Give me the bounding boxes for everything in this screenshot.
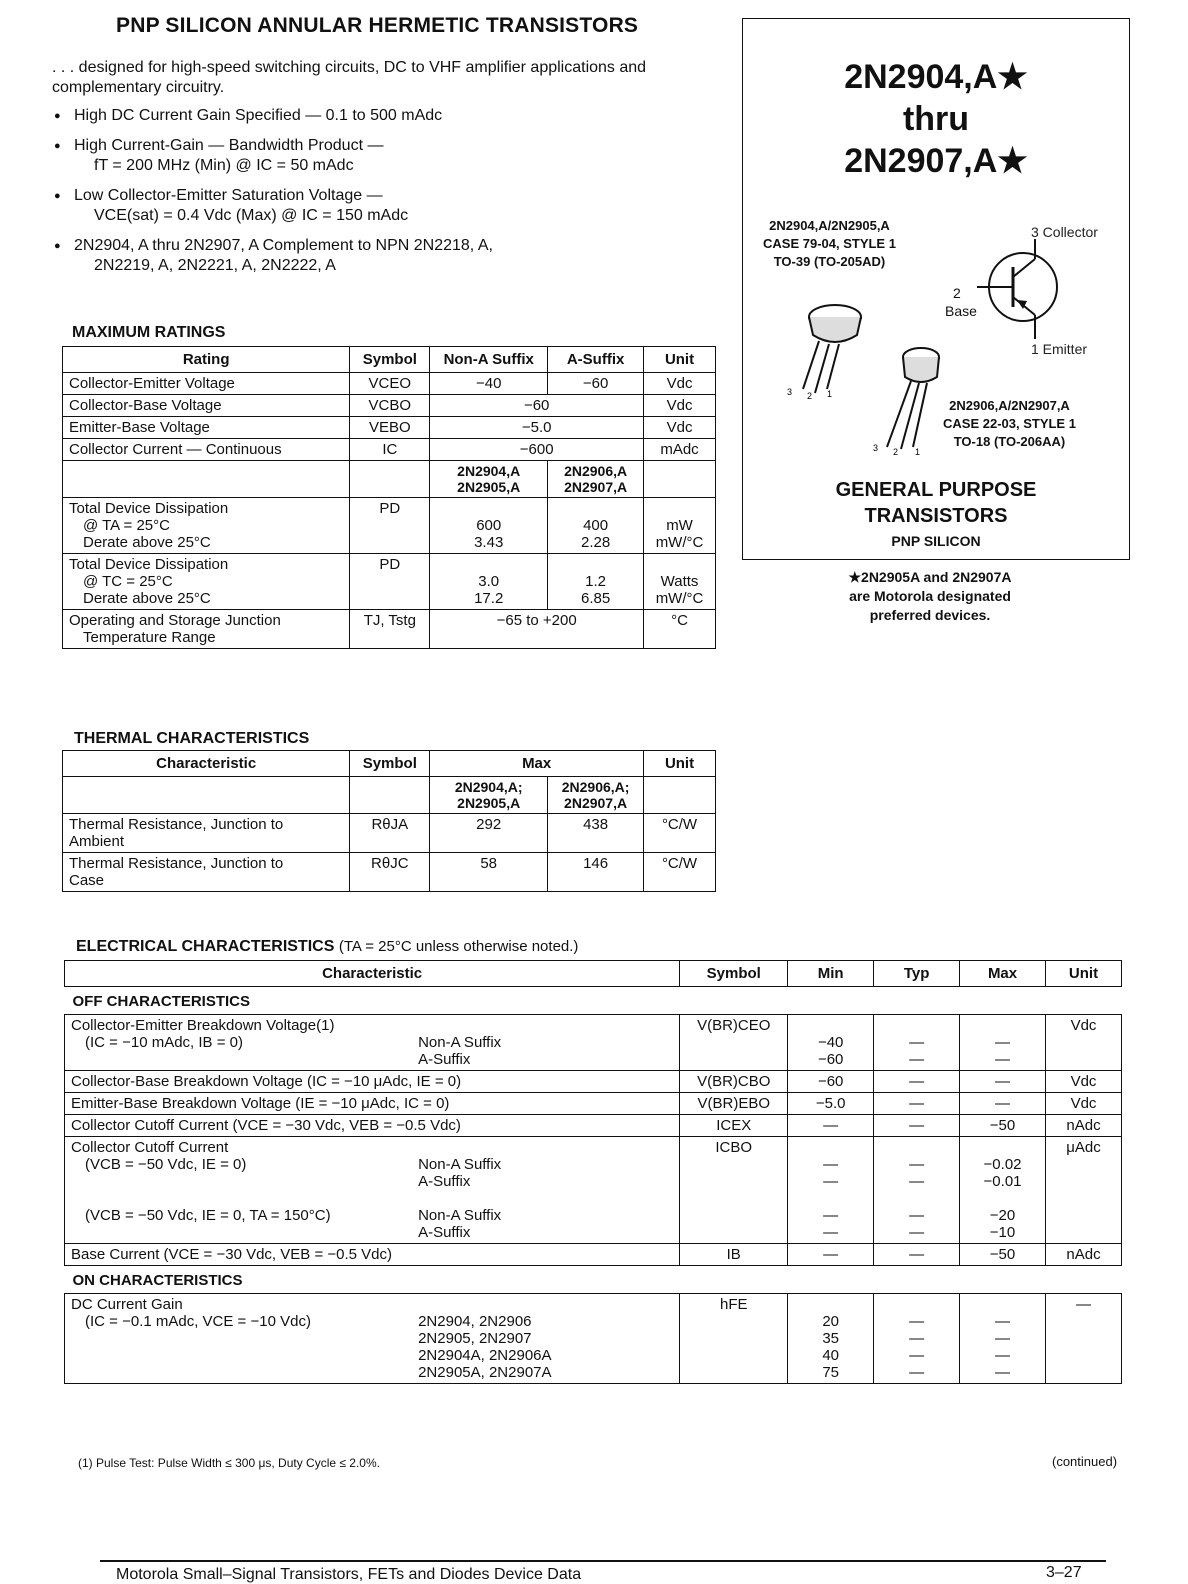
electrical-heading-title: ELECTRICAL CHARACTERISTICS — [76, 938, 335, 955]
characteristic-name: Collector-Base Breakdown Voltage (IC = −10 μAdc, IE = 0) — [65, 1071, 680, 1093]
symbol-cell: IB — [680, 1244, 788, 1266]
test-condition: (IC = −10 mAdc, IB = 0) — [85, 1034, 243, 1051]
unit-cell: °C/W — [644, 853, 716, 892]
max-cell — [960, 1137, 1046, 1244]
electrical-heading-condition: (TA = 25°C unless otherwise noted.) — [338, 938, 579, 955]
value: 3.0 — [478, 573, 500, 590]
symbol-cell: VEBO — [350, 417, 430, 439]
value: — — [823, 1173, 839, 1190]
value-cell: −600 — [430, 439, 644, 461]
device-label: 2N2904, 2N2906 — [418, 1313, 532, 1330]
suffix-cell — [412, 1015, 680, 1071]
suffix-label: A-Suffix — [418, 1051, 471, 1068]
empty-cell — [350, 777, 430, 814]
case-line: TO-18 (TO-206AA) — [953, 434, 1066, 449]
unit-cell: Vdc — [1046, 1015, 1122, 1071]
characteristic-name — [63, 853, 350, 892]
unit: Watts — [660, 573, 699, 590]
rating-line: Derate above 25°C — [83, 590, 211, 607]
column-header: A-Suffix — [548, 347, 644, 373]
off-characteristics-heading: OFF CHARACTERISTICS — [65, 987, 1122, 1015]
thermal-heading: THERMAL CHARACTERISTICS — [74, 730, 310, 747]
table-row — [65, 1093, 1122, 1115]
value-cell — [430, 554, 548, 610]
value-cell: −40 — [430, 373, 548, 395]
case-line: CASE 22-03, STYLE 1 — [943, 416, 1076, 431]
max-ratings-table — [62, 346, 716, 649]
test-condition: (VCB = −50 Vdc, IE = 0) — [85, 1156, 247, 1173]
empty-cell — [350, 461, 430, 498]
value: 40 — [822, 1347, 840, 1364]
unit-cell: Vdc — [644, 373, 716, 395]
to39-package-icon — [783, 289, 873, 399]
value: 600 — [476, 517, 502, 534]
part-number-end: 2N2907,A★ — [844, 142, 1028, 180]
value-cell: 292 — [430, 814, 548, 853]
page-title: PNP SILICON ANNULAR HERMETIC TRANSISTORS — [116, 14, 639, 37]
value-cell: 146 — [548, 853, 644, 892]
unit-cell: Vdc — [1046, 1093, 1122, 1115]
suffix-label: Non-A Suffix — [418, 1034, 502, 1051]
value-cell — [548, 498, 644, 554]
value: −0.02 — [983, 1156, 1022, 1173]
symbol-cell: RθJC — [350, 853, 430, 892]
feature-subtext: VCE(sat) = 0.4 Vdc (Max) @ IC = 150 mAdc — [94, 207, 409, 224]
feature-subtext: 2N2219, A, 2N2221, A, 2N2222, A — [94, 257, 336, 274]
characteristic-name — [65, 1015, 413, 1071]
feature-text: 2N2904, A thru 2N2907, A Complement to NPN 2N2218, A, — [74, 237, 493, 254]
symbol-cell: TJ, Tstg — [350, 610, 430, 649]
case-line: 2N2904,A/2N2905,A — [769, 218, 890, 233]
value: 75 — [822, 1364, 840, 1381]
part-number-start: 2N2904,A★ — [844, 58, 1028, 96]
value: 2.28 — [580, 534, 611, 551]
characteristic-line: Thermal Resistance, Junction to — [69, 855, 284, 872]
device-label: 2N2906,A — [564, 463, 628, 479]
unit: mW/°C — [655, 534, 704, 551]
value: 6.85 — [580, 590, 611, 607]
value: — — [995, 1034, 1011, 1051]
value: — — [995, 1330, 1011, 1347]
device-group-header — [548, 461, 644, 498]
device-label: 2N2905,A — [457, 795, 521, 811]
case-line: 2N2906,A/2N2907,A — [949, 398, 1070, 413]
device-label: 2N2905,A — [457, 479, 521, 495]
table-row — [63, 417, 716, 439]
symbol-cell: hFE — [680, 1294, 788, 1384]
symbol-cell: IC — [350, 439, 430, 461]
typ-cell — [874, 1294, 960, 1384]
rating-line: Derate above 25°C — [83, 534, 211, 551]
characteristic-line: DC Current Gain — [71, 1296, 183, 1313]
value: 17.2 — [474, 590, 504, 607]
table-row — [63, 610, 716, 649]
svg-text:2: 2 — [807, 391, 813, 399]
value: — — [909, 1224, 925, 1241]
value-cell: −60 — [430, 395, 644, 417]
symbol-cell: V(BR)EBO — [680, 1093, 788, 1115]
svg-text:3: 3 — [873, 443, 879, 453]
footer-text: Motorola Small–Signal Transistors, FETs and Diodes Device Data — [116, 1566, 582, 1583]
rating-line: Total Device Dissipation — [69, 556, 229, 573]
min-cell: −5.0 — [788, 1093, 874, 1115]
symbol-cell: ICBO — [680, 1137, 788, 1244]
note-line: are Motorola designated — [849, 588, 1011, 604]
value-cell — [430, 498, 548, 554]
rating-name: Collector Current — Continuous — [63, 439, 350, 461]
value: — — [909, 1051, 925, 1068]
suffix-label: Non-A Suffix — [418, 1207, 502, 1224]
device-label: 2N2905, 2N2907 — [418, 1330, 532, 1347]
characteristic-name — [63, 814, 350, 853]
unit-cell: — — [1046, 1294, 1122, 1384]
svg-text:1: 1 — [827, 389, 833, 399]
symbol-cell: V(BR)CBO — [680, 1071, 788, 1093]
table-row — [65, 1244, 1122, 1266]
test-condition: (VCB = −50 Vdc, IE = 0, TA = 150°C) — [85, 1207, 331, 1224]
column-header: Characteristic — [63, 751, 350, 777]
electrical-heading — [76, 938, 578, 956]
value: — — [823, 1207, 839, 1224]
unit-cell: °C — [644, 610, 716, 649]
device-group-header — [548, 777, 644, 814]
value: — — [909, 1313, 925, 1330]
unit-cell — [644, 554, 716, 610]
column-header: Max — [960, 961, 1046, 987]
value-cell: −60 — [548, 373, 644, 395]
empty-cell — [63, 777, 350, 814]
device-label: 2N2906,A; — [561, 779, 630, 795]
symbol-cell: RθJA — [350, 814, 430, 853]
value: — — [909, 1330, 925, 1347]
suffix-label: A-Suffix — [418, 1224, 471, 1241]
feature-item — [52, 136, 712, 176]
feature-item — [52, 186, 712, 226]
rating-line: Total Device Dissipation — [69, 500, 229, 517]
table-row — [65, 1015, 1122, 1071]
note-line: preferred devices. — [869, 607, 991, 623]
characteristic-line: Ambient — [69, 833, 125, 850]
value-cell: 438 — [548, 814, 644, 853]
table-header-row — [65, 961, 1122, 987]
table-row — [63, 853, 716, 892]
continued-label: (continued) — [1052, 1454, 1118, 1469]
unit-cell: nAdc — [1046, 1244, 1122, 1266]
column-header: Characteristic — [65, 961, 680, 987]
column-header: Typ — [874, 961, 960, 987]
value: 20 — [822, 1313, 840, 1330]
rating-line: Operating and Storage Junction — [69, 612, 281, 629]
column-header: Unit — [644, 751, 716, 777]
value: 1.2 — [585, 573, 607, 590]
characteristic-line: Case — [69, 872, 105, 889]
symbol-cell: PD — [350, 554, 430, 610]
part-number-box — [742, 18, 1130, 560]
part-number-thru: thru — [902, 100, 970, 138]
characteristic-name: Base Current (VCE = −30 Vdc, VEB = −0.5 Vdc) — [65, 1244, 680, 1266]
pin-collector-label: 3 Collector — [1031, 224, 1098, 240]
case-info-to39 — [763, 217, 896, 271]
unit: mW/°C — [655, 590, 704, 607]
typ-cell: — — [874, 1115, 960, 1137]
symbol-cell: V(BR)CEO — [680, 1015, 788, 1071]
table-row — [65, 1071, 1122, 1093]
suffix-cell — [412, 1137, 680, 1244]
device-label: 2N2905A, 2N2907A — [418, 1364, 552, 1381]
pin-base-number: 2 — [953, 285, 961, 301]
value: −10 — [989, 1224, 1016, 1241]
rating-name — [63, 498, 350, 554]
pin-emitter-label: 1 Emitter — [1031, 341, 1088, 357]
typ-cell — [874, 1015, 960, 1071]
intro-text: . . . designed for high-speed switching circuits, DC to VHF amplifier applications and complementary circuitry. — [52, 59, 647, 96]
svg-text:2: 2 — [893, 447, 899, 457]
feature-text: Low Collector-Emitter Saturation Voltage — — [74, 187, 383, 204]
symbol-cell: VCBO — [350, 395, 430, 417]
value: — — [909, 1364, 925, 1381]
value: — — [823, 1224, 839, 1241]
characteristic-name: Collector Cutoff Current (VCE = −30 Vdc, VEB = −0.5 Vdc) — [65, 1115, 680, 1137]
value: — — [909, 1156, 925, 1173]
device-label: 2N2904,A; — [454, 779, 523, 795]
column-header: Min — [788, 961, 874, 987]
typ-cell: — — [874, 1244, 960, 1266]
table-subheader-row — [63, 777, 716, 814]
feature-item — [52, 106, 712, 126]
unit-cell: Vdc — [644, 395, 716, 417]
column-header: Max — [430, 751, 644, 777]
feature-subtext: fT = 200 MHz (Min) @ IC = 50 mAdc — [94, 157, 354, 174]
value: −60 — [817, 1051, 844, 1068]
value: 35 — [822, 1330, 840, 1347]
unit-cell: mAdc — [644, 439, 716, 461]
characteristic-line: Collector-Emitter Breakdown Voltage(1) — [71, 1017, 335, 1034]
column-header: Non-A Suffix — [430, 347, 548, 373]
table-row — [65, 1115, 1122, 1137]
column-header: Rating — [63, 347, 350, 373]
rating-line: @ TA = 25°C — [83, 517, 170, 534]
value: — — [909, 1034, 925, 1051]
max-cell — [960, 1015, 1046, 1071]
section-row — [65, 1266, 1122, 1294]
min-cell — [788, 1294, 874, 1384]
value: — — [995, 1051, 1011, 1068]
rating-line: Temperature Range — [83, 629, 216, 646]
value: — — [995, 1313, 1011, 1330]
note-line: ★2N2905A and 2N2907A — [848, 569, 1012, 585]
empty-cell — [644, 777, 716, 814]
empty-cell — [644, 461, 716, 498]
table-row — [63, 498, 716, 554]
table-header-row — [63, 347, 716, 373]
rating-name: Collector-Base Voltage — [63, 395, 350, 417]
pnp-transistor-symbol-icon — [943, 229, 1123, 359]
characteristic-name: Emitter-Base Breakdown Voltage (IE = −10 μAdc, IC = 0) — [65, 1093, 680, 1115]
device-label: 2N2907,A — [564, 795, 628, 811]
device-label: 2N2907,A — [564, 479, 628, 495]
max-cell: −50 — [960, 1115, 1046, 1137]
table-row — [63, 395, 716, 417]
rating-name: Emitter-Base Voltage — [63, 417, 350, 439]
column-header: Symbol — [350, 751, 430, 777]
on-characteristics-heading: ON CHARACTERISTICS — [65, 1266, 1122, 1294]
case-info-to18 — [943, 397, 1076, 451]
pin-base-label: Base — [945, 303, 977, 319]
svg-text:1: 1 — [915, 447, 921, 457]
table-row — [65, 1137, 1122, 1244]
device-group-header — [430, 777, 548, 814]
table-row — [63, 373, 716, 395]
value: — — [909, 1347, 925, 1364]
general-purpose-heading — [743, 477, 1129, 529]
page-number: 3–27 — [1046, 1564, 1082, 1581]
column-header: Symbol — [680, 961, 788, 987]
pnp-silicon-label: PNP SILICON — [891, 533, 981, 549]
unit-cell: Vdc — [1046, 1071, 1122, 1093]
min-cell: −60 — [788, 1071, 874, 1093]
thermal-table — [62, 750, 716, 892]
suffix-label: Non-A Suffix — [418, 1156, 502, 1173]
value: — — [995, 1364, 1011, 1381]
gp-line: TRANSISTORS — [864, 505, 1008, 527]
section-row — [65, 987, 1122, 1015]
device-cell — [412, 1294, 680, 1384]
unit-cell: nAdc — [1046, 1115, 1122, 1137]
value: — — [823, 1156, 839, 1173]
rating-name: Collector-Emitter Voltage — [63, 373, 350, 395]
max-cell: −50 — [960, 1244, 1046, 1266]
device-label: 2N2904A, 2N2906A — [418, 1347, 552, 1364]
gp-line: GENERAL PURPOSE — [835, 479, 1037, 501]
min-cell — [788, 1015, 874, 1071]
value-cell — [548, 554, 644, 610]
table-row — [65, 1294, 1122, 1384]
symbol-cell: ICEX — [680, 1115, 788, 1137]
typ-cell: — — [874, 1093, 960, 1115]
svg-text:3: 3 — [787, 387, 793, 397]
symbol-cell: PD — [350, 498, 430, 554]
value-cell: −5.0 — [430, 417, 644, 439]
characteristic-name — [65, 1294, 413, 1384]
feature-item — [52, 236, 712, 276]
value: −0.01 — [983, 1173, 1022, 1190]
min-cell: — — [788, 1244, 874, 1266]
to18-package-icon — [863, 337, 953, 457]
typ-cell: — — [874, 1071, 960, 1093]
value: — — [909, 1207, 925, 1224]
column-header: Symbol — [350, 347, 430, 373]
max-cell — [960, 1294, 1046, 1384]
device-label: 2N2904,A — [457, 463, 521, 479]
value-cell: 58 — [430, 853, 548, 892]
empty-cell — [63, 461, 350, 498]
characteristic-name — [65, 1137, 413, 1244]
feature-text: High DC Current Gain Specified — 0.1 to 500 mAdc — [74, 107, 443, 124]
value: — — [995, 1347, 1011, 1364]
table-row — [63, 814, 716, 853]
value-cell: −65 to +200 — [430, 610, 644, 649]
value: 3.43 — [474, 534, 504, 551]
table-subheader-row — [63, 461, 716, 498]
rating-name — [63, 610, 350, 649]
column-header: Unit — [644, 347, 716, 373]
max-ratings-heading: MAXIMUM RATINGS — [72, 324, 226, 341]
rating-name — [63, 554, 350, 610]
min-cell — [788, 1137, 874, 1244]
unit-cell: μAdc — [1046, 1137, 1122, 1244]
symbol-cell: VCEO — [350, 373, 430, 395]
case-line: CASE 79-04, STYLE 1 — [763, 236, 896, 251]
unit-cell: °C/W — [644, 814, 716, 853]
min-cell: — — [788, 1115, 874, 1137]
column-header: Unit — [1046, 961, 1122, 987]
value: −20 — [989, 1207, 1016, 1224]
unit-cell — [644, 498, 716, 554]
table-row — [63, 554, 716, 610]
footer-rule — [100, 1560, 1106, 1562]
case-line: TO-39 (TO-205AD) — [773, 254, 886, 269]
preferred-device-note — [800, 568, 1060, 625]
electrical-table — [64, 960, 1122, 1384]
feature-text: High Current-Gain — Bandwidth Product — — [74, 137, 384, 154]
feature-list — [52, 106, 712, 286]
characteristic-line: Thermal Resistance, Junction to — [69, 816, 284, 833]
test-condition: (IC = −0.1 mAdc, VCE = −10 Vdc) — [85, 1313, 311, 1330]
suffix-label: A-Suffix — [418, 1173, 471, 1190]
characteristic-line: Collector Cutoff Current — [71, 1139, 229, 1156]
table-header-row — [63, 751, 716, 777]
value: −40 — [817, 1034, 844, 1051]
typ-cell — [874, 1137, 960, 1244]
table-row — [63, 439, 716, 461]
value: — — [909, 1173, 925, 1190]
max-cell: — — [960, 1093, 1046, 1115]
unit-cell: Vdc — [644, 417, 716, 439]
device-group-header — [430, 461, 548, 498]
unit: mW — [666, 517, 693, 534]
max-cell: — — [960, 1071, 1046, 1093]
footnote: (1) Pulse Test: Pulse Width ≤ 300 μs, Duty Cycle ≤ 2.0%. — [78, 1456, 380, 1470]
value: 400 — [583, 517, 609, 534]
rating-line: @ TC = 25°C — [83, 573, 173, 590]
